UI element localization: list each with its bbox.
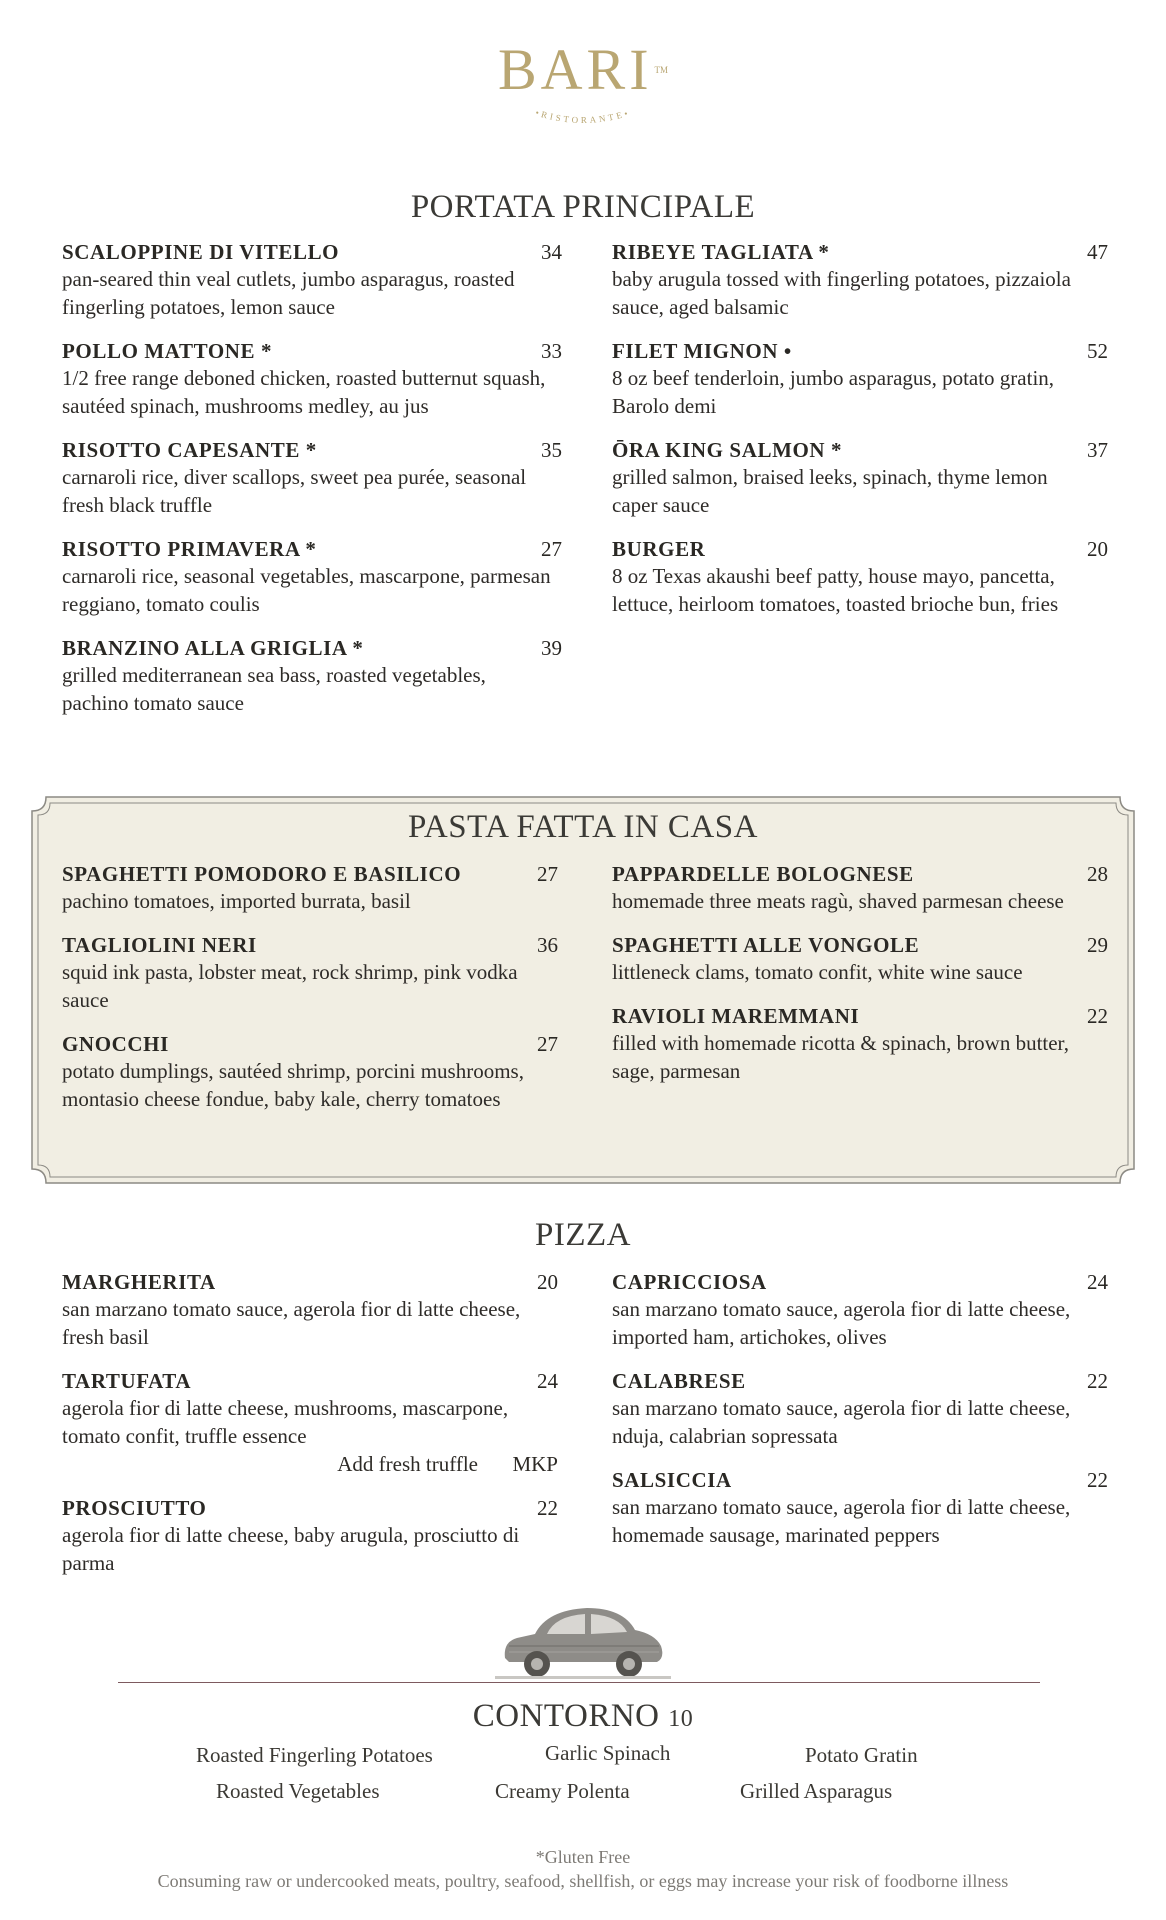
menu-item — [62, 240, 562, 321]
menu-item — [62, 339, 562, 420]
item-price: 33 — [541, 339, 562, 363]
item-description: 1/2 free range deboned chicken, roasted butternut squash, sautéed spinach, mushrooms medley, au jus — [62, 366, 546, 418]
menu-item — [62, 1369, 558, 1478]
item-price: 39 — [541, 636, 562, 660]
menu-item — [612, 1369, 1108, 1450]
item-name: SALSICCIA — [612, 1468, 732, 1492]
item-name: RAVIOLI MAREMMANI — [612, 1004, 860, 1028]
item-description: san marzano tomato sauce, agerola fior di latte cheese, homemade sausage, marinated peppers — [612, 1495, 1071, 1547]
item-price: 20 — [1087, 537, 1108, 561]
item-description: baby arugula tossed with fingerling potatoes, pizzaiola sauce, aged balsamic — [612, 267, 1071, 319]
pizza-title: PIZZA — [535, 1217, 631, 1253]
item-description: agerola fior di latte cheese, baby arugula, prosciutto di parma — [62, 1523, 520, 1575]
item-name: PAPPARDELLE BOLOGNESE — [612, 862, 914, 886]
item-description: squid ink pasta, lobster meat, rock shrimp, pink vodka sauce — [62, 960, 518, 1012]
item-price: 37 — [1087, 438, 1108, 462]
side-item: Grilled Asparagus — [740, 1779, 893, 1803]
menu-item — [62, 1496, 558, 1577]
item-price: 52 — [1087, 339, 1108, 363]
contorno-title — [0, 1697, 1166, 1738]
item-description: carnaroli rice, diver scallops, sweet pea purée, seasonal fresh black truffle — [62, 465, 527, 517]
item-name: TAGLIOLINI NERI — [62, 933, 257, 957]
menu-item — [62, 1032, 558, 1113]
item-price: 47 — [1087, 240, 1108, 264]
item-description: grilled salmon, braised leeks, spinach, thyme lemon caper sauce — [612, 465, 1048, 517]
item-description: carnaroli rice, seasonal vegetables, mascarpone, parmesan reggiano, tomato coulis — [62, 564, 551, 616]
logo-word: BARI — [497, 37, 653, 102]
item-price: 35 — [541, 438, 562, 462]
item-price: 22 — [1087, 1369, 1108, 1393]
item-name: SPAGHETTI ALLE VONGOLE — [612, 933, 920, 957]
item-price: 22 — [1087, 1468, 1108, 1492]
portata-title: PORTATA PRINCIPALE — [410, 189, 756, 225]
svg-text:•RISTORANTE• — [534, 107, 632, 125]
item-name: SCALOPPINE DI VITELLO — [62, 240, 340, 264]
addon-line — [62, 1450, 558, 1478]
menu-item — [612, 240, 1108, 321]
item-name: CAPRICCIOSA — [612, 1270, 767, 1294]
pasta-right-column — [612, 862, 1108, 1103]
divider-line — [118, 1682, 1040, 1683]
item-name: SPAGHETTI POMODORO E BASILICO — [62, 862, 462, 886]
menu-item — [612, 537, 1108, 618]
item-description: 8 oz beef tenderloin, jumbo asparagus, potato gratin, Barolo demi — [612, 366, 1055, 418]
item-name: RIBEYE TAGLIATA * — [612, 240, 830, 264]
item-name: MARGHERITA — [62, 1270, 216, 1294]
item-name: ŌRA KING SALMON * — [612, 438, 843, 462]
item-name: TARTUFATA — [62, 1369, 192, 1393]
pasta-left-column — [62, 862, 558, 1131]
side-item: Garlic Spinach — [545, 1741, 671, 1765]
side-item: Roasted Fingerling Potatoes — [196, 1743, 433, 1767]
item-name: PROSCIUTTO — [62, 1496, 207, 1520]
menu-item — [62, 537, 562, 618]
item-description: pan-seared thin veal cutlets, jumbo asparagus, roasted fingerling potatoes, lemon sauce — [62, 267, 515, 319]
item-name: BRANZINO ALLA GRIGLIA * — [62, 636, 364, 660]
menu-item — [62, 1270, 558, 1351]
menu-item — [612, 933, 1108, 986]
portata-left-column — [62, 240, 562, 735]
pasta-title: PASTA FATTA IN CASA — [408, 809, 758, 845]
item-name: CALABRESE — [612, 1369, 746, 1393]
trademark: TM — [654, 65, 669, 75]
item-price: 36 — [537, 933, 558, 957]
item-price: 34 — [541, 240, 562, 264]
menu-item — [612, 438, 1108, 519]
menu-item — [62, 862, 558, 915]
pizza-right-column — [612, 1270, 1108, 1567]
item-name: RISOTTO PRIMAVERA * — [62, 537, 317, 561]
side-item: Roasted Vegetables — [216, 1779, 380, 1803]
item-name: POLLO MATTONE * — [62, 339, 273, 363]
logo-subtitle-arc — [503, 100, 663, 136]
item-description: potato dumplings, sautéed shrimp, porcini mushrooms, montasio cheese fondue, baby kale, cherry tomatoes — [62, 1059, 524, 1111]
item-description: san marzano tomato sauce, agerola fior di latte cheese, imported ham, artichokes, olives — [612, 1297, 1071, 1349]
menu-item — [612, 862, 1108, 915]
item-description: san marzano tomato sauce, agerola fior di latte cheese, fresh basil — [62, 1297, 521, 1349]
vintage-car-icon — [495, 1598, 671, 1682]
menu-item — [62, 933, 558, 1014]
logo-wordmark — [0, 37, 1166, 102]
item-description: agerola fior di latte cheese, mushrooms, mascarpone, tomato confit, truffle essence — [62, 1396, 509, 1448]
gluten-free-note: *Gluten Free — [535, 1847, 631, 1867]
food-safety-warning: Consuming raw or undercooked meats, poultry, seafood, shellfish, or eggs may increase your risk of foodborne illness — [157, 1871, 1009, 1891]
item-price: 24 — [1087, 1270, 1108, 1294]
item-price: 20 — [537, 1270, 558, 1294]
menu-item — [612, 1270, 1108, 1351]
logo — [0, 37, 1166, 136]
contorno-price: 10 — [668, 1706, 694, 1732]
item-description: grilled mediterranean sea bass, roasted vegetables, pachino tomato sauce — [62, 663, 486, 715]
menu-item — [62, 636, 562, 717]
menu-item — [612, 339, 1108, 420]
item-description: 8 oz Texas akaushi beef patty, house mayo, pancetta, lettuce, heirloom tomatoes, toasted brioche bun, fries — [612, 564, 1059, 616]
item-name: BURGER — [612, 537, 706, 561]
item-name: GNOCCHI — [62, 1032, 169, 1056]
addon-label: Add fresh truffle — [337, 1452, 478, 1476]
contorno-heading: CONTORNO — [472, 1698, 660, 1734]
portata-right-column — [612, 240, 1108, 636]
menu-item — [612, 1004, 1108, 1085]
menu-item — [612, 1468, 1108, 1549]
addon-price: MKP — [512, 1452, 558, 1476]
item-price: 24 — [537, 1369, 558, 1393]
item-price: 27 — [537, 1032, 558, 1056]
pizza-left-column — [62, 1270, 558, 1595]
item-price: 27 — [541, 537, 562, 561]
item-price: 22 — [537, 1496, 558, 1520]
item-description: pachino tomatoes, imported burrata, basil — [62, 889, 411, 913]
item-name: FILET MIGNON • — [612, 339, 792, 363]
item-price: 22 — [1087, 1004, 1108, 1028]
item-price: 27 — [537, 862, 558, 886]
item-description: homemade three meats ragù, shaved parmesan cheese — [612, 889, 1064, 913]
item-description: filled with homemade ricotta & spinach, brown butter, sage, parmesan — [612, 1031, 1069, 1083]
item-price: 28 — [1087, 862, 1108, 886]
menu-item — [62, 438, 562, 519]
side-item: Creamy Polenta — [495, 1779, 630, 1803]
logo-subtitle: •RISTORANTE• — [534, 107, 632, 126]
item-description: san marzano tomato sauce, agerola fior di latte cheese, nduja, calabrian sopressata — [612, 1396, 1071, 1448]
item-price: 29 — [1087, 933, 1108, 957]
side-item: Potato Gratin — [805, 1743, 918, 1767]
item-description: littleneck clams, tomato confit, white wine sauce — [612, 960, 1023, 984]
item-name: RISOTTO CAPESANTE * — [62, 438, 317, 462]
